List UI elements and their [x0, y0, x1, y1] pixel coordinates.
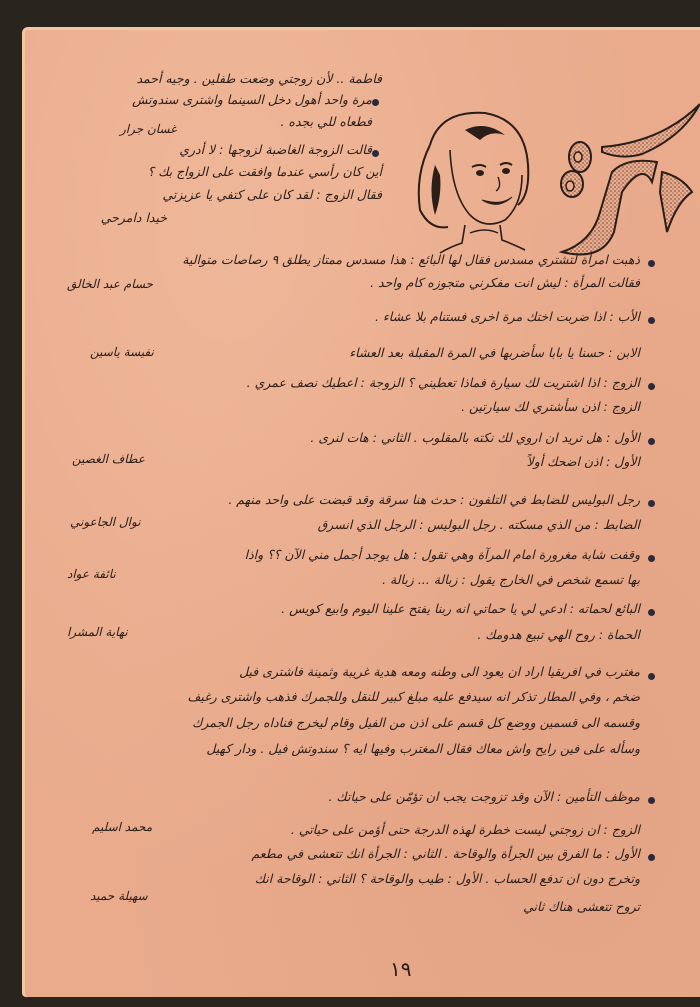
bullet-icon [648, 854, 655, 861]
joke-8-line-3: وقسمه الى قسمين ووضع كل قسم على اذن من الفيل وقام ليخرج فناداه رجل الجمرك [192, 715, 640, 730]
bullet-icon [648, 317, 655, 324]
top-line-4: قالت الزوجة الغاضبة لزوجها : لا أدري [179, 142, 372, 157]
joke-2-line-2: الابن : حسنا يا بابا سأضربها في المرة المقبلة بعد العشاء [349, 345, 640, 360]
joke-5-line-1: رجل البوليس للضابط في التلفون : حدث هنا سرقة وقد قبضت على واحد منهم . [228, 492, 640, 507]
page-number: ١٩ [390, 957, 412, 981]
title-calligraphy [542, 102, 700, 272]
joke-5-line-2: الضابط : من الذي مسكته . رجل البوليس : الرجل الذي انسرق [317, 517, 640, 532]
portrait-illustration [410, 105, 535, 255]
joke-4-line-2: الأول : اذن اضحك أولاً [526, 454, 640, 469]
bullet-icon [648, 438, 655, 445]
joke-4-signature: عطاف الغصين [72, 452, 145, 466]
joke-3-line-1: الزوج : اذا اشتريت لك سيارة فماذا تعطيني ؟ الزوجة : اعطيك نصف عمري . [246, 375, 640, 390]
joke-7-line-1: البائع لحماته : ادعي لي يا حماتي انه ربنا يفتح علينا اليوم وابيع كويس . [281, 601, 640, 616]
bullet-icon [648, 673, 655, 680]
joke-10-line-1: الأول : ما الفرق بين الجرأة والوقاحة . الثاني : الجرأة انك تتعشى في مطعم [251, 846, 640, 861]
joke-8-line-1: مغترب في افريقيا اراد ان يعود الى وطنه ومعه هدية غريبة وثمينة فاشترى فيل [239, 664, 640, 679]
joke-9-line-2: الزوج : ان زوجتي ليست خطرة لهذه الدرجة حتى أؤمن على حياتي . [290, 822, 640, 837]
top-line-1: فاطمة .. لأن زوجتي وضعت طفلين . وجيه أحمد [136, 71, 382, 86]
joke-10-signature: سهيلة حميد [90, 889, 148, 903]
top-line-6: فقال الزوج : لقد كان على كتفي يا عزيزتي [162, 187, 382, 202]
bullet-icon [648, 500, 655, 507]
joke-5-signature: نوال الجاعوني [70, 515, 141, 529]
joke-2-line-1: الأب : اذا ضربت اختك مرة اخرى فستنام بلا عشاء . [374, 309, 640, 324]
joke-7-signature: نهاية المشرا [67, 625, 128, 639]
bullet-icon [372, 150, 379, 157]
top-line-2: مرة واحد أهول دخل السينما واشترى سندوتش [132, 92, 372, 107]
joke-1-line-1: ذهبت امرأة لتشتري مسدس فقال لها البائع : هذا مسدس ممتاز يطلق ٩ رصاصات متوالية [182, 252, 640, 267]
top-line-3: فطعاه للي بجده . [280, 114, 372, 129]
top-line-5: أين كان رأسي عندما وافقت على الزواج بك ؟ [147, 164, 382, 179]
joke-8-line-2: ضخم ، وفي المطار تذكر انه سيدفع عليه مبلغ كبير للنقل وللجمرك فذهب واشترى رغيف [187, 689, 640, 704]
joke-7-line-2: الحماة : روح الهي تبيع هدومك . [477, 627, 640, 642]
signature-ghassan: غسان جرار [120, 122, 177, 136]
bullet-icon [648, 260, 655, 267]
joke-10-line-3: تروح تتعشى هناك ثاني [523, 899, 640, 914]
joke-6-line-2: بها تسمع شخص في الخارج يقول : زبالة ... زبالة . [382, 572, 640, 587]
bullet-icon [648, 383, 655, 390]
joke-9-line-1: موظف التأمين : الآن وقد تزوجت يجب ان تؤمّن على حياتك . [328, 789, 640, 804]
bullet-icon [372, 99, 379, 106]
top-line-7: خيدا دامرحي [100, 210, 167, 225]
bullet-icon [648, 797, 655, 804]
bullet-icon [648, 555, 655, 562]
joke-3-line-2: الزوج : اذن سأشتري لك سيارتين . [461, 399, 640, 414]
joke-6-signature: نائفة عواد [67, 567, 116, 581]
bullet-icon [648, 609, 655, 616]
joke-6-line-1: وقفت شابة مغرورة امام المرآة وهي تقول : هل يوجد أجمل مني الآن ؟؟ واذا [244, 547, 640, 562]
joke-1-line-2: فقالت المرأة : ليش انت مفكرني متجوزه كام واحد . [370, 275, 640, 290]
joke-1-signature: حسام عبد الخالق [67, 277, 153, 291]
joke-10-line-2: وتخرج دون ان تدفع الحساب . الأول : طيب والوقاحة ؟ الثاني : الوقاحة انك [254, 871, 640, 886]
joke-9-signature: محمد اسليم [92, 820, 153, 834]
joke-8-line-4: وسأله على فين رايح واش معاك فقال المغترب وفيها ايه ؟ سندوتش فيل . ودار كهيل [206, 741, 640, 756]
joke-4-line-1: الأول : هل تريد ان اروي لك نكته بالمقلوب . الثاني : هات لنرى . [310, 430, 640, 445]
magazine-page [22, 27, 700, 997]
joke-2-signature: نفيسة ياسين [90, 345, 154, 359]
